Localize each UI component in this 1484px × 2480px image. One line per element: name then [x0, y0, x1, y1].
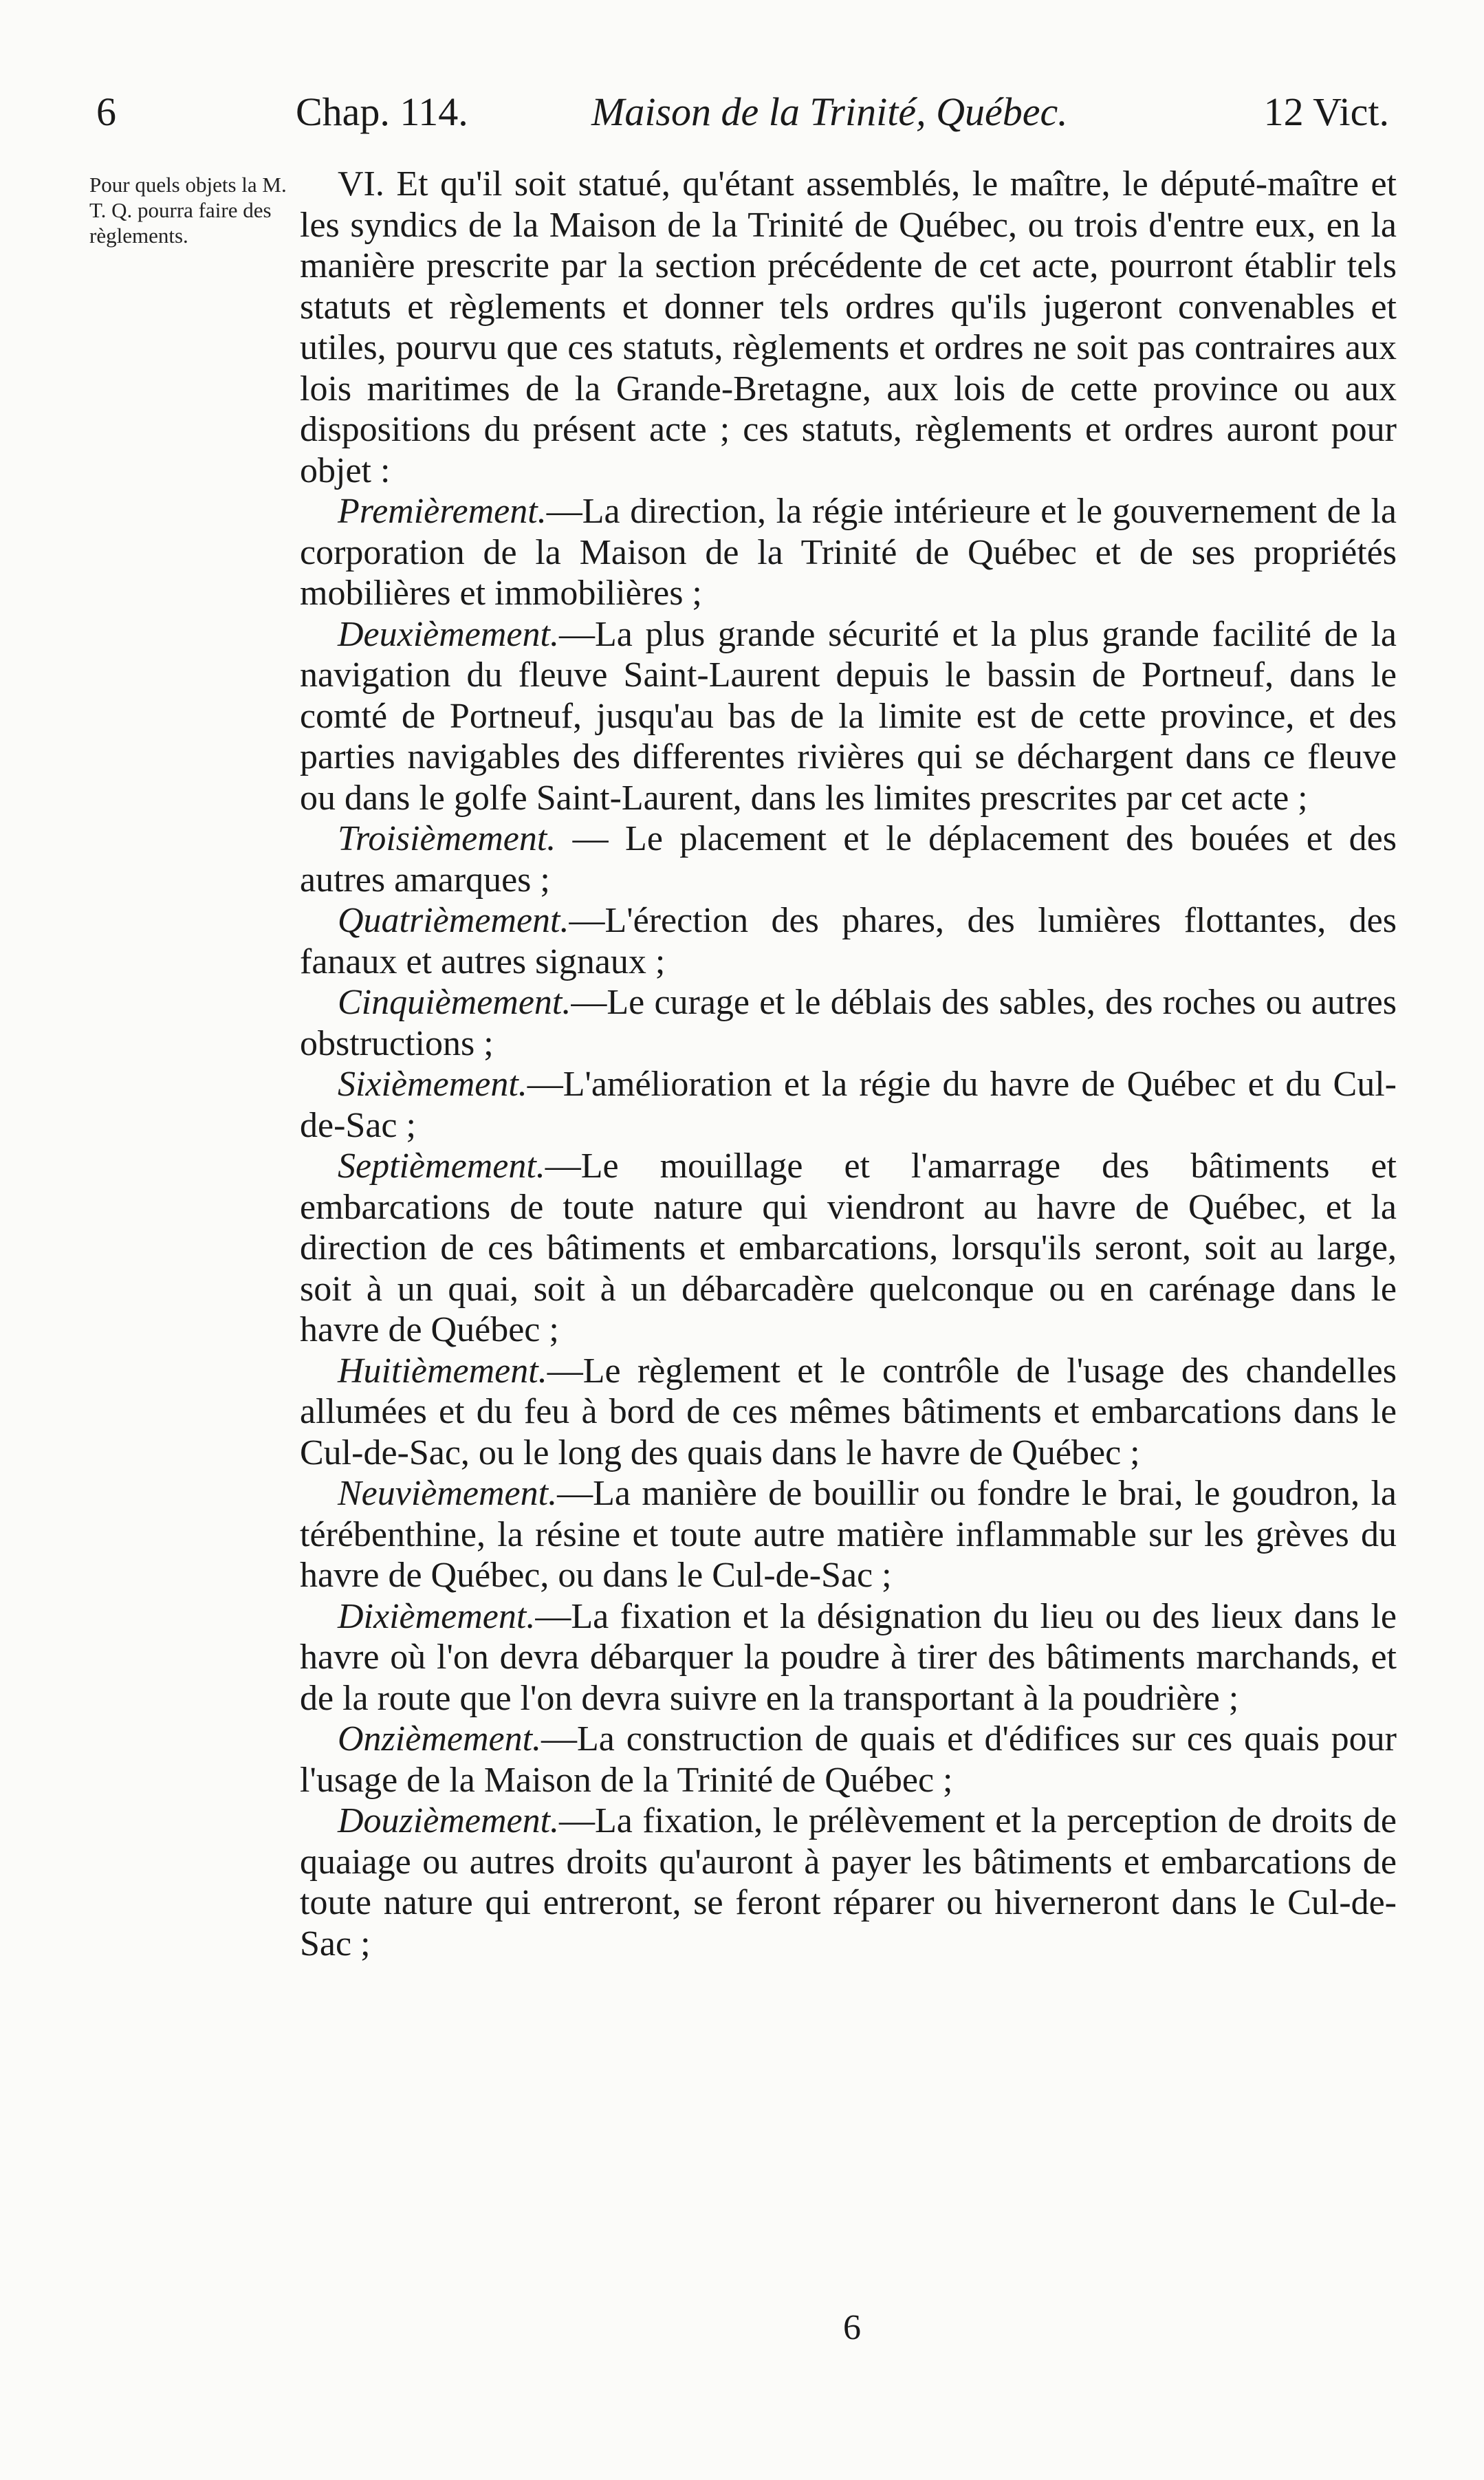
- item-lead: Septièmement.: [338, 1146, 545, 1186]
- list-item: [300, 1146, 1397, 1351]
- item-lead: Cinquièmement.: [338, 983, 571, 1022]
- item-text: —Le mouillage et l'amarrage des bâtiments et embarcations de toute nature qui viendront au havre de Québec, et la direction de ces bâtiments et embarcations, lorsqu'ils seront, soit au large, soit à un quai, soit à un débarcadère quelconque ou en carénage dans le havre de Québec ;: [300, 1146, 1397, 1349]
- list-item: [300, 1596, 1397, 1719]
- list-item: [300, 982, 1397, 1064]
- item-text: —Le règlement et le contrôle de l'usage des chandelles allumées et du feu à bord de ces mêmes bâtiments et embarcations dans le Cul-de-Sac, ou le long des quais dans le havre de Québec ;: [300, 1351, 1397, 1472]
- item-text: —La fixation, le prélèvement et la perception de droits de quaiage ou autres droits qu'auront à payer les bâtiments et embarcations de toute nature qui entreront, se feront réparer ou hiverneront dans le Cul-de-Sac ;: [300, 1801, 1397, 1964]
- item-text: —L'érection des phares, des lumières flottantes, des fanaux et autres signaux ;: [300, 901, 1397, 981]
- item-text: —La plus grande sécurité et la plus grande facilité de la navigation du fleuve Saint-Laurent depuis le bassin de Portneuf, dans le comté de Portneuf, jusqu'au bas de la limite est de cette province, et des parties navigables des differentes rivières qui se déchargent dans ce fleuve ou dans le golfe Saint-Laurent, dans les limites prescrites par cet acte ;: [300, 614, 1397, 818]
- item-text: —La direction, la régie intérieure et le gouvernement de la corporation de la Maison de la Trinité de Québec et de ses propriétés mobilières et immobilières ;: [300, 492, 1397, 613]
- item-text: — Le placement et le déplacement des bouées et des autres amarques ;: [300, 819, 1397, 900]
- list-item: [300, 1351, 1397, 1474]
- item-text: —La fixation et la désignation du lieu ou des lieux dans le havre où l'on devra débarquer la poudre à tirer des bâtiments marchands, et de la route que l'on devra suivre en la transportant à la poudrière ;: [300, 1596, 1397, 1718]
- header-page-number: 6: [96, 89, 116, 134]
- item-lead: Quatrièmement.: [338, 901, 569, 940]
- list-item: [300, 491, 1397, 614]
- item-text: —La construction de quais et d'édifices sur ces quais pour l'usage de la Maison de la Trinité de Québec ;: [300, 1719, 1397, 1800]
- item-lead: Premièrement.: [338, 492, 547, 531]
- header-regnal-year: 12 Vict.: [1263, 89, 1389, 134]
- item-lead: Onzièmement.: [338, 1719, 542, 1759]
- item-lead: Troisièmement.: [338, 819, 556, 858]
- item-lead: Sixièmement.: [338, 1065, 527, 1104]
- list-item: [300, 1473, 1397, 1596]
- header-chapter: Chap. 114.: [296, 89, 468, 134]
- header-title: Maison de la Trinité, Québec.: [591, 89, 1068, 134]
- item-text: —La manière de bouillir ou fondre le brai, le goudron, la térébenthine, la résine et toute autre matière inflammable sur les grèves du havre de Québec, ou dans le Cul-de-Sac ;: [300, 1474, 1397, 1595]
- item-lead: Huitièmement.: [338, 1351, 547, 1391]
- item-text: —L'amélioration et la régie du havre de Québec et du Cul-de-Sac ;: [300, 1065, 1397, 1145]
- list-item: [300, 900, 1397, 982]
- section-body: [300, 164, 1397, 1964]
- list-item: [300, 818, 1397, 900]
- list-item: [300, 614, 1397, 819]
- list-item: [300, 1064, 1397, 1146]
- item-lead: Dixièmement.: [338, 1596, 536, 1636]
- list-item: [300, 1801, 1397, 1964]
- item-lead: Douzièmement.: [338, 1801, 560, 1840]
- margin-note: Pour quels objets la M. T. Q. pourra faire des règlements.: [89, 173, 287, 248]
- running-header: [96, 81, 1389, 143]
- item-lead: Deuxièmement.: [338, 614, 559, 654]
- item-lead: Neuvièmement.: [338, 1474, 558, 1513]
- item-text: —Le curage et le déblais des sables, des roches ou autres obstructions ;: [300, 983, 1397, 1063]
- section-intro: VI. Et qu'il soit statué, qu'étant assemblés, le maître, le député-maître et les syndics de la Maison de la Trinité de Québec, ou trois d'entre eux, en la manière prescrite par la section précédente de cet acte, pourront établir tels statuts et règlements et donner tels ordres qu'ils jugeront convenables et utiles, pourvu que ces statuts, règlements et ordres ne soit pas contraires aux lois maritimes de la Grande-Bretagne, aux lois de cette province ou aux dispositions du présent acte ; ces statuts, règlements et ordres auront pour objet :: [300, 164, 1397, 490]
- list-item: [300, 1719, 1397, 1801]
- signature-mark: 6: [843, 2308, 861, 2347]
